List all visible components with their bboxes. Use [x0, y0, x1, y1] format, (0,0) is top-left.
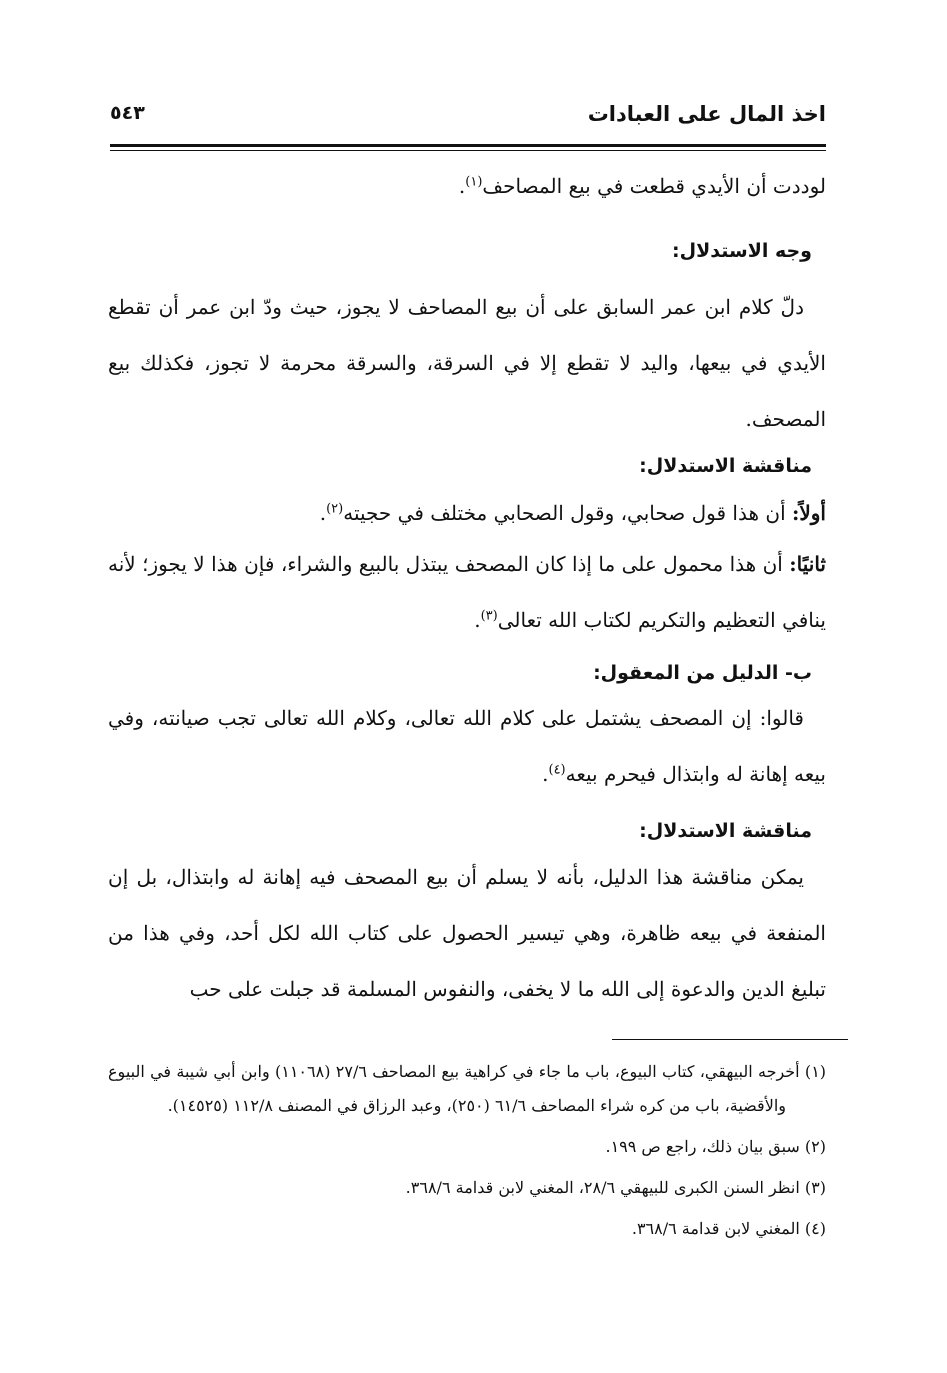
page-number: ٥٤٣: [110, 102, 145, 124]
paragraph-qalu: قالوا: إن المصحف يشتمل على كلام الله تعالى، وكلام الله تعالى تجب صيانته، وفي بيعه إهانة له وابتذال فيحرم بيعه$^{(٤)}$.: [108, 706, 826, 786]
footnote-4: (٤) المغني لابن قدامة ٣٦٨/٦.: [631, 1219, 826, 1238]
footnote-3: (٣) انظر السنن الكبرى للبيهقي ٢٨/٦، المغني لابن قدامة ٣٦٨/٦.: [405, 1178, 826, 1197]
page-header: [110, 100, 826, 136]
paragraph-thaniyan: ثانيًا: أن هذا محمول على ما إذا كان المصحف يبتذل بالبيع والشراء، فإن هذا لا يجوز؛ لأنه ينافي التعظيم والتكريم لكتاب الله تعالى$^{(٣)}$.: [108, 552, 826, 632]
footnote-ref-3: (٣): [480, 608, 498, 624]
header-rule-thick: [110, 144, 826, 147]
footnote-ref-2: (٢): [326, 501, 344, 517]
footnote-ref-1: (١): [465, 174, 483, 190]
heading-munaqasha-2: مناقشة الاستدلال:: [639, 820, 812, 842]
heading-wajh-istidlal: وجه الاستدلال:: [672, 240, 812, 262]
heading-dalil-maqul: ب- الدليل من المعقول:: [593, 662, 812, 684]
header-rule-thin: [110, 150, 826, 151]
lead-thaniyan: ثانيًا:: [789, 552, 826, 576]
running-title: اخذ المال على العبادات: [587, 102, 826, 126]
lead-awwalan: أولاً:: [791, 501, 826, 525]
footnote-1: (١) أخرجه البيهقي، كتاب البيوع، باب ما جاء في كراهية بيع المصاحف ٢٧/٦ (١١٠٦٨) وابن أبي شيبة في البيوع والأقضية، باب من كره شراء المصاحف ٦١/٦ (٢٥٠)، وعبد الرزاق في المصنف ١١٢/٨ (١٤٥٢٥).: [108, 1062, 827, 1115]
footnotes: [108, 1055, 826, 1246]
footnote-2: (٢) سبق بيان ذلك، راجع ص ١٩٩.: [605, 1137, 826, 1156]
paragraph-yumkin: يمكن مناقشة هذا الدليل، بأنه لا يسلم أن بيع المصحف فيه إهانة له وابتذال، بل إن المنفعة في بيعه ظاهرة، وهي تيسير الحصول على كتاب الله لكل أحد، وفي هذا من تبليغ الدين والدعوة إلى الله ما لا يخفى، والنفوس المسلمة قد جبلت على حب: [108, 865, 826, 1001]
footnote-rule: [612, 1039, 848, 1040]
paragraph-awwalan: أولاً: أن هذا قول صحابي، وقول الصحابي مختلف في حجيته$^{(٢)}$.: [319, 501, 826, 525]
heading-munaqasha-1: مناقشة الاستدلال:: [639, 455, 812, 477]
paragraph-istidlal: دلّ كلام ابن عمر السابق على أن بيع المصاحف لا يجوز، حيث ودّ ابن عمر أن تقطع الأيدي في بيعها، واليد لا تقطع إلا في السرقة، والسرقة محرمة لا تجوز، فكذلك بيع المصحف.: [108, 295, 826, 431]
paragraph-quote: لوددت أن الأيدي قطعت في بيع المصاحف$^{(١)}$.: [458, 174, 826, 198]
footnote-ref-4: (٤): [548, 762, 566, 778]
